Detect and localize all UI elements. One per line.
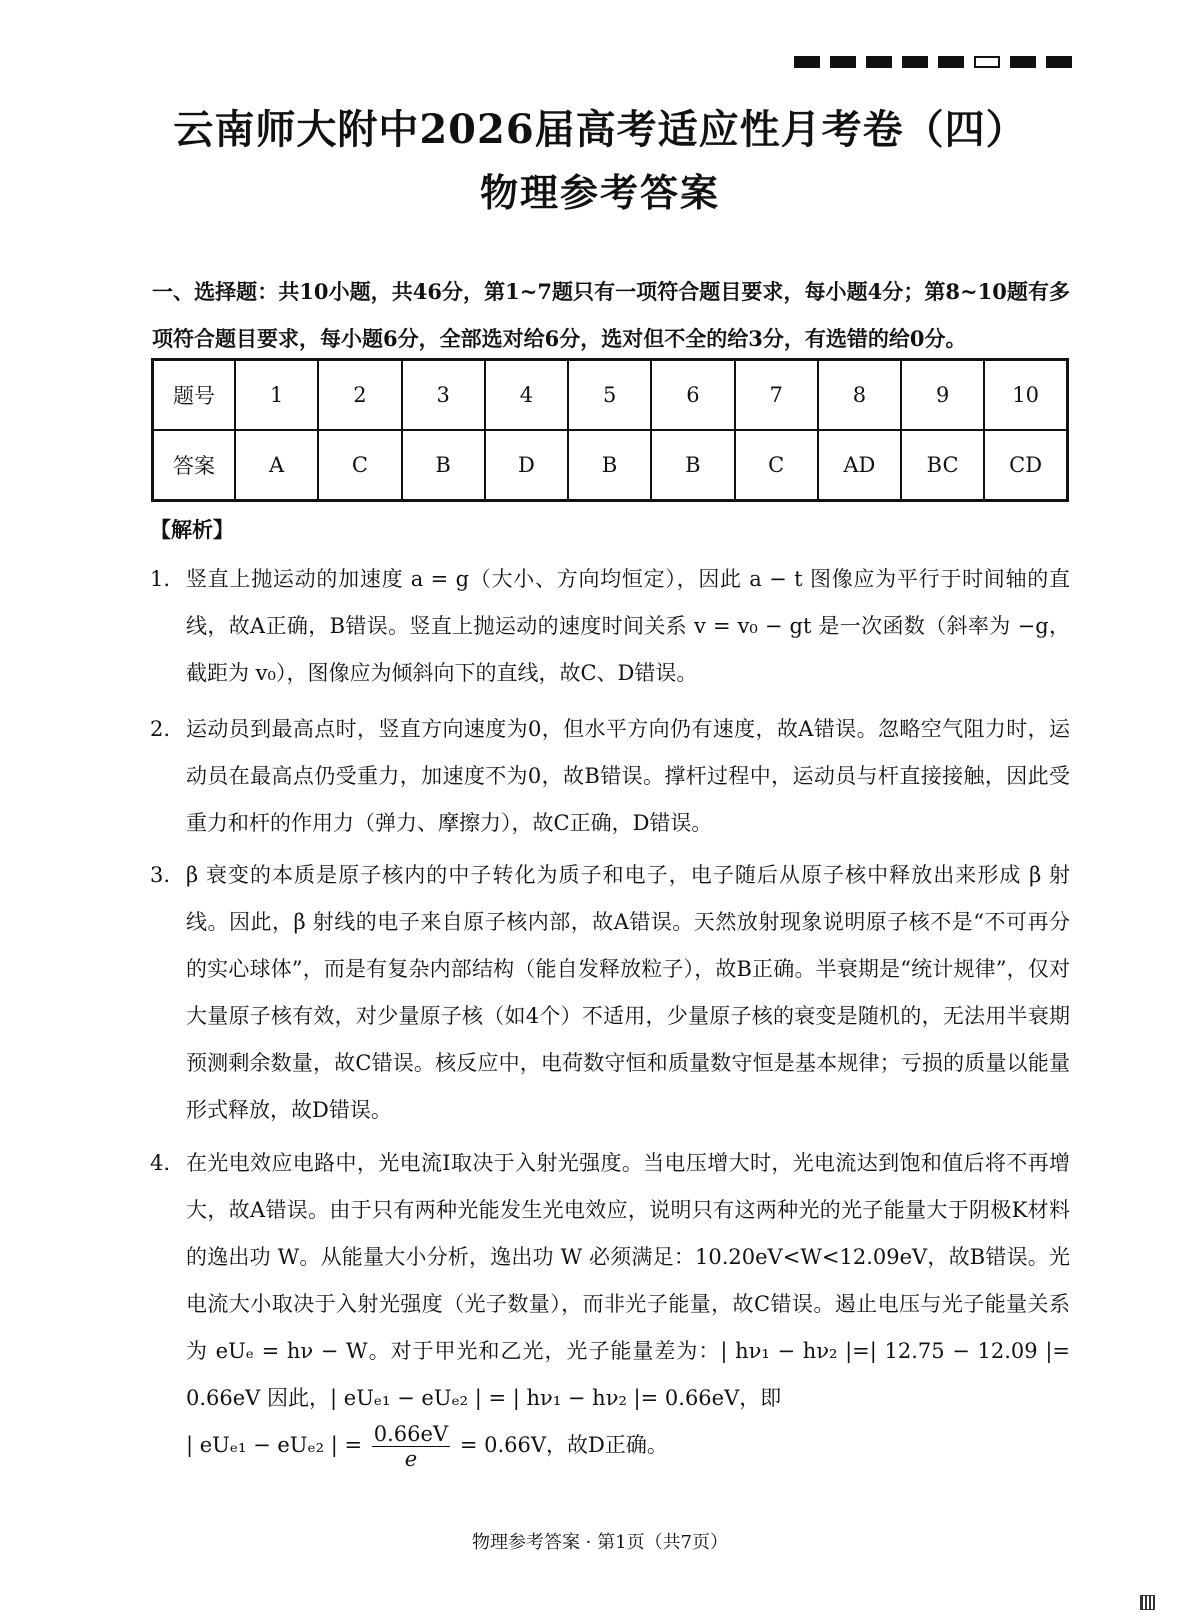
corner-watermark	[1140, 1594, 1192, 1610]
page-footer: 物理参考答案 · 第1页（共7页）	[471, 1532, 729, 1553]
table-cell: 2	[318, 360, 401, 431]
equation-left: | eUₑ₁ − eUₑ₂ | =	[186, 1433, 363, 1457]
question-text: β 衰变的本质是原子核内的中子转化为质子和电子，电子随后从原子核中释放出来形成 β 射线。因此，β 射线的电子来自原子核内部，故A错误。天然放射现象说明原子核不是“不可再分的实心球体”，而是有复杂内部结构（能自发释放粒子），故B正确。半衰期是“统计规律”，仅对大量原子核有效，对少量原子核（如4个）不适用，少量原子核的衰变是随机的，无法用半衰期预测剩余数量，故C错误。核反应中，电荷数守恒和质量数守恒是基本规律；亏损的质量以能量形式释放，故D错误。	[186, 863, 1070, 1122]
table-cell: 9	[901, 360, 984, 431]
table-cell: D	[485, 430, 568, 501]
table-row-numbers	[153, 360, 1068, 431]
fraction-numerator: 0.66eV	[373, 1422, 449, 1446]
filled-square-icon	[1046, 56, 1072, 68]
section-intro: 一、选择题：共10小题，共46分，第1~7题只有一项符合题目要求，每小题4分；第8~10题有多项符合题目要求，每小题6分，全部选对给6分，选对但不全的给3分，有选错的给0分。	[152, 279, 1070, 351]
table-cell: 3	[402, 360, 485, 431]
page-title: 云南师大附中2026届高考适应性月考卷（四）	[173, 106, 1027, 153]
page-subtitle: 物理参考答案	[479, 170, 720, 215]
qr-code-icon	[1140, 1595, 1155, 1610]
table-cell: 10	[984, 360, 1067, 431]
question-text: 运动员到最高点时，竖直方向速度为0，但水平方向仍有速度，故A错误。忽略空气阻力时，运动员在最高点仍受重力，加速度不为0，故B错误。撑杆过程中，运动员与杆直接接触，因此受重力和杆的作用力（弹力、摩擦力），故C正确，D错误。	[186, 717, 1070, 835]
table-cell: C	[318, 430, 401, 501]
question-explanation-1	[150, 556, 1070, 697]
filled-square-icon	[1010, 56, 1036, 68]
analysis-heading: 【解析】	[150, 517, 234, 542]
equation-line	[186, 1422, 1070, 1471]
answer-table	[151, 358, 1069, 502]
question-explanation-3	[150, 852, 1070, 1134]
table-cell: CD	[984, 430, 1067, 501]
hollow-square-icon	[974, 56, 1000, 68]
question-number: 2.	[150, 717, 171, 741]
equation-right: = 0.66V，故D正确。	[459, 1433, 668, 1457]
filled-square-icon	[794, 56, 820, 68]
filled-square-icon	[830, 56, 856, 68]
header-marker-squares	[794, 56, 1072, 68]
table-cell: 1	[235, 360, 318, 431]
table-cell: 7	[735, 360, 818, 431]
question-number: 1.	[150, 567, 171, 591]
fraction-denominator: e	[404, 1447, 418, 1471]
table-row-answers	[153, 430, 1068, 501]
question-explanation-2	[150, 706, 1070, 847]
fraction	[372, 1422, 450, 1471]
question-number: 3.	[150, 863, 171, 887]
question-text: 在光电效应电路中，光电流I取决于入射光强度。当电压增大时，光电流达到饱和值后将不再增大，故A错误。由于只有两种光能发生光电效应，说明只有这两种光的光子能量大于阴极K材料的逸出功 W。从能量大小分析，逸出功 W 必须满足：10.20eV<W<12.09eV，故B错误。光电流大小取决于入射光强度（光子数量），而非光子能量，故C错误。遏止电压与光子能量关系为 eUₑ = hν − W。对于甲光和乙光，光子能量差为：| hν₁ − hν₂ |=| 12.75 − 12.09 |= 0.66eV 因此，| eUₑ₁ − eUₑ₂ | = | hν₁ − hν₂ |= 0.66eV，即	[186, 1151, 1070, 1410]
table-cell: C	[735, 430, 818, 501]
question-text: 竖直上抛运动的加速度 a = g（大小、方向均恒定），因此 a − t 图像应为平行于时间轴的直线，故A正确，B错误。竖直上抛运动的速度时间关系 v = v₀ − gt 是一次函数（斜率为 −g，截距为 v₀），图像应为倾斜向下的直线，故C、D错误。	[186, 567, 1070, 685]
question-explanation-4	[150, 1140, 1070, 1471]
filled-square-icon	[866, 56, 892, 68]
filled-square-icon	[938, 56, 964, 68]
table-cell: 6	[651, 360, 734, 431]
table-cell: AD	[818, 430, 901, 501]
table-cell: 4	[485, 360, 568, 431]
table-cell: B	[651, 430, 734, 501]
filled-square-icon	[902, 56, 928, 68]
table-cell: 5	[568, 360, 651, 431]
table-cell: B	[568, 430, 651, 501]
table-cell: A	[235, 430, 318, 501]
table-cell: B	[402, 430, 485, 501]
row-label: 题号	[153, 360, 236, 431]
question-number: 4.	[150, 1151, 171, 1175]
row-label: 答案	[153, 430, 236, 501]
table-cell: 8	[818, 360, 901, 431]
table-cell: BC	[901, 430, 984, 501]
